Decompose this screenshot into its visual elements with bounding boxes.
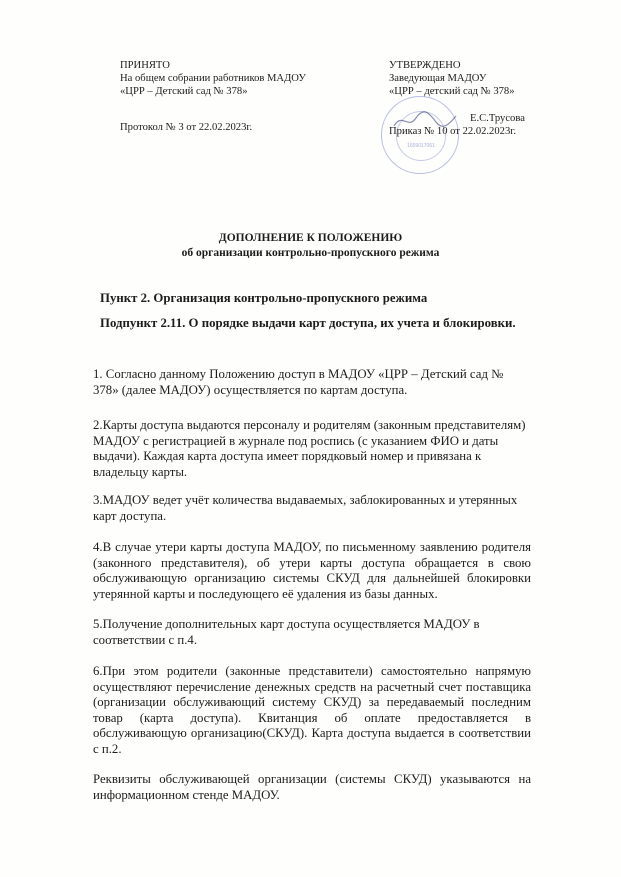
- approved-right-line2: «ЦРР – детский сад № 378»: [389, 86, 515, 97]
- paragraph-7: Реквизиты обслуживающей организации (системы СКУД) указываются на информационном стенде МАДОУ.: [93, 772, 531, 802]
- approved-right-signer: Е.С.Трусова: [470, 113, 525, 124]
- paragraph-1: 1. Согласно данному Положению доступ в МАДОУ «ЦРР – Детский сад № 378» (далее МАДОУ) осуществляется по картам доступа.: [93, 367, 504, 397]
- approval-left-block: [120, 59, 306, 98]
- subsection-heading: Подпункт 2.11. О порядке выдачи карт доступа, их учета и блокировки.: [100, 316, 516, 330]
- approved-left-line2: «ЦРР – Детский сад № 378»: [120, 86, 248, 97]
- approved-right-order: Приказ № 10 от 22.02.2023г.: [389, 126, 517, 137]
- paragraph-5: 5.Получение дополнительных карт доступа осуществляется МАДОУ в соответствии с п.4.: [93, 617, 480, 647]
- document-subtitle: об организации контрольно-пропускного режима: [181, 247, 440, 259]
- approved-left-protocol: Протокол № 3 от 22.02.2023г.: [120, 122, 253, 133]
- paragraph-4: 4.В случае утери карты доступа МАДОУ, по письменному заявлению родителя (законного представителя), об утери карты доступа обращается в свою обслуживающую организацию системы СКУД для дальнейшей блокировки утерянной карты и последующего её удаления из базы данных.: [93, 540, 531, 601]
- document-title: ДОПОЛНЕНИЕ К ПОЛОЖЕНИЮ: [218, 232, 403, 244]
- approved-right-title: УТВЕРЖДЕНО: [389, 60, 461, 71]
- approved-right-line1: Заведующая МАДОУ: [389, 73, 487, 84]
- paragraph-6: 6.При этом родители (законные представители) самостоятельно напрямую осуществляют перечисление денежных средств на расчетный счет поставщика (организации обслуживающий систему СКУД) за передаваемый последним товар (карта доступа). Квитанция об оплате предоставляется в обслуживающую организацию(СКУД). Карта доступа выдается в соответствии с п.2.: [93, 664, 531, 756]
- approved-left-title: ПРИНЯТО: [120, 60, 170, 71]
- approved-left-line1: На общем собрании работников МАДОУ: [120, 73, 306, 84]
- section-heading: Пункт 2. Организация контрольно-пропускного режима: [100, 291, 428, 305]
- seal-number: 1659017061: [407, 143, 435, 149]
- paragraph-2: 2.Карты доступа выдаются персоналу и родителям (законным представителям) МАДОУ с регистрацией в журнале под роспись (с указанием ФИО и даты выдачи). Каждая карта доступа имеет порядковый номер и привязана к владельцу карты.: [93, 418, 526, 479]
- paragraph-3: 3.МАДОУ ведет учёт количества выдаваемых, заблокированных и утерянных карт доступа.: [93, 493, 518, 523]
- approval-right-block: [389, 59, 515, 98]
